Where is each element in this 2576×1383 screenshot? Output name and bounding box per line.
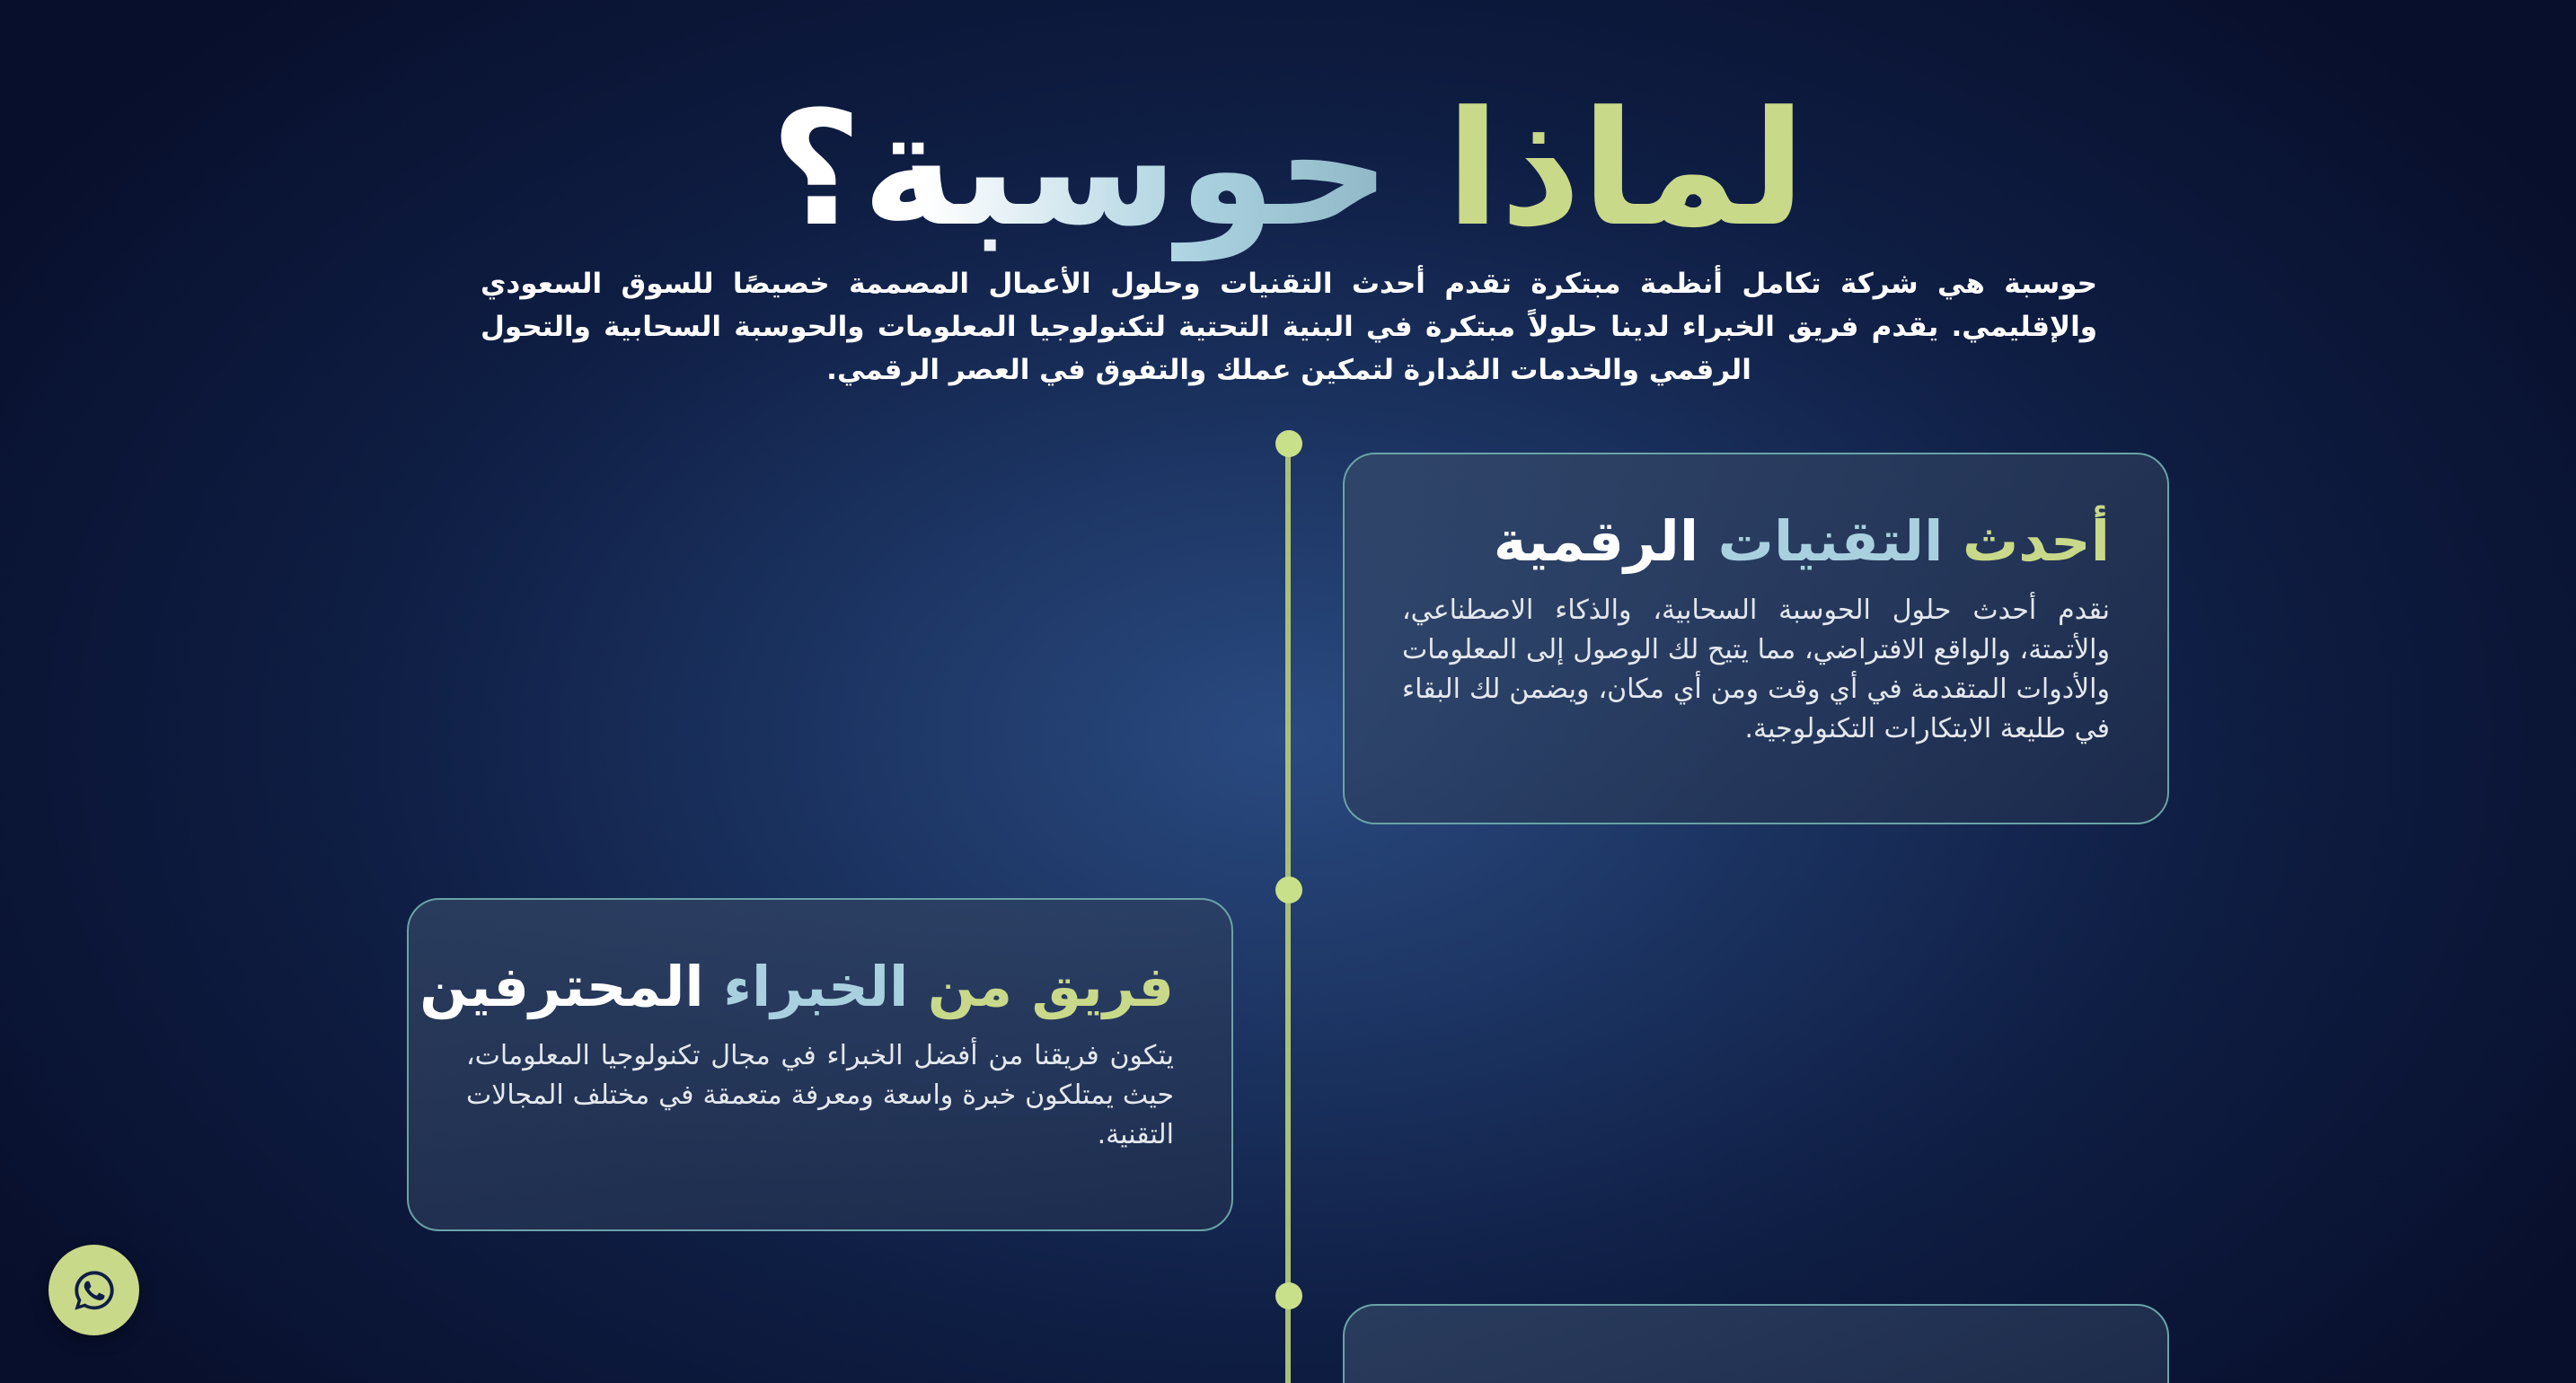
timeline-dot	[1275, 876, 1302, 903]
section-title	[0, 77, 2576, 261]
feature-title-part: المحترفين	[419, 954, 704, 1019]
section-intro: حوسبة هي شركة تكامل أنظمة مبتكرة تقدم أحدث التقنيات وحلول الأعمال المصممة خصيصًا للسوق السعودي والإقليمي. يقدم فريق الخبراء لدينا حلولاً مبتكرة في البنية التحتية لتكنولوجيا المعلومات والحوسبة السحابية والتحول الرقمي والخدمات المُدارة لتمكين عملك والتفوق في العصر الرقمي.	[481, 268, 2097, 386]
feature-title-part: الرقمية	[1493, 508, 1699, 574]
feature-description: يتكون فريقنا من أفضل الخبراء في مجال تكنولوجيا المعلومات، حيث يمتلكون خبرة واسعة ومعرفة متعمقة في مختلف المجالات التقنية.	[466, 1040, 1174, 1151]
feature-card-latest-tech	[1343, 453, 2169, 824]
feature-card-expert-team	[407, 898, 1233, 1231]
feature-title-part: الخبراء	[723, 954, 909, 1019]
feature-title-part: التقنيات	[1717, 508, 1944, 574]
feature-card-third	[1343, 1304, 2169, 1383]
whatsapp-button[interactable]	[49, 1245, 139, 1335]
feature-title-part: أحدث	[1962, 508, 2110, 574]
timeline-line	[1285, 444, 1291, 1383]
feature-title	[419, 954, 1174, 1020]
timeline-dot	[1275, 1282, 1302, 1309]
section-title-highlight: لماذا	[1445, 77, 1806, 261]
feature-description: نقدم أحدث حلول الحوسبة السحابية، والذكاء الاصطناعي، والأتمتة، والواقع الافتراضي، مما يتيح لك الوصول إلى المعلومات والأدوات المتقدمة في أي وقت ومن أي مكان، ويضمن لك البقاء في طليعة الابتكارات التكنولوجية.	[1402, 595, 2110, 745]
timeline-dot	[1275, 430, 1302, 457]
feature-title-part: فريق من	[927, 954, 1174, 1019]
section-title-brand: حوسبة؟	[770, 77, 1391, 261]
whatsapp-icon	[71, 1267, 118, 1314]
feature-title	[1402, 508, 2110, 575]
